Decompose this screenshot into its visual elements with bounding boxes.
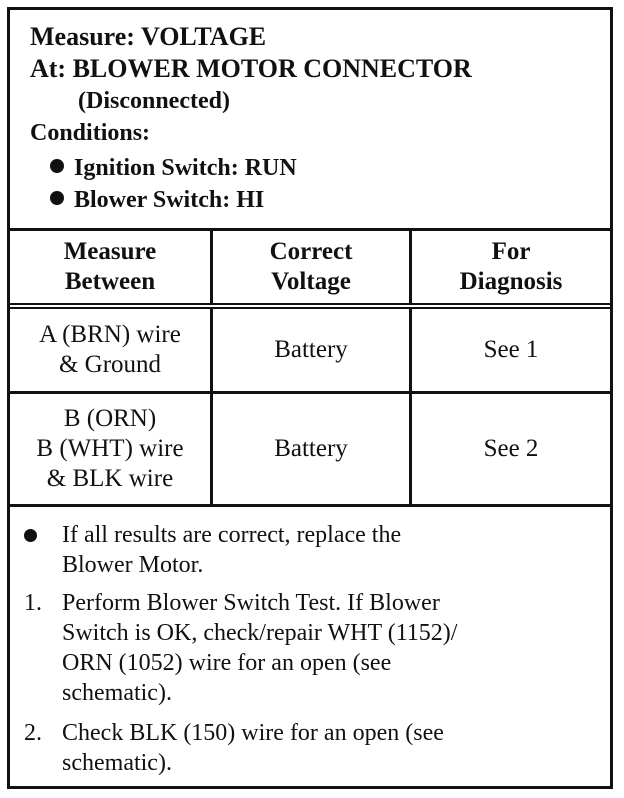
column-header-for-diagnosis [412,231,610,303]
header-line: Diagnosis [459,268,563,295]
note-2 [24,718,594,778]
table-header [10,231,610,309]
location-subtitle: (Disconnected) [78,88,230,114]
note-line: Blower Motor. [62,552,204,578]
header-line: Between [64,268,156,295]
cell-line: B (ORN) [63,405,157,432]
note-line: schematic). [62,680,172,706]
note-number: 2. [24,720,42,746]
cell-line: A (BRN) wire [39,321,181,348]
bullet-icon [50,159,64,173]
notes-section [10,508,610,786]
header-line: Voltage [271,268,351,295]
location-title: At: BLOWER MOTOR CONNECTOR [30,54,472,83]
note-line: Perform Blower Switch Test. If Blower [62,590,440,616]
condition-text: Ignition Switch: RUN [74,155,297,181]
cell-line: & BLK wire [46,465,174,492]
cell-correct-voltage: Battery [213,309,412,391]
test-header [10,10,610,231]
note-line: schematic). [62,750,172,776]
note-1 [24,588,594,708]
bullet-icon [24,529,37,542]
cell-measure-between [10,394,213,504]
note-line: Check BLK (150) wire for an open (see [62,720,444,746]
cell-for-diagnosis: See 2 [483,435,539,462]
cell-line: B (WHT) wire [36,435,184,462]
measure-title: Measure: VOLTAGE [30,22,267,51]
cell-correct-voltage: Battery [213,394,412,504]
note-bullet [24,520,594,580]
header-line: Measure [63,238,157,265]
cell-for-diagnosis: See 1 [483,336,539,363]
condition-item [50,186,264,214]
note-line: ORN (1052) wire for an open (see [62,650,392,676]
column-header-measure-between [10,231,213,303]
table-row [10,309,610,394]
conditions-label: Conditions: [30,120,151,146]
note-line: If all results are correct, replace the [62,522,402,548]
condition-item [50,154,297,182]
header-line: For [491,238,531,265]
note-line: Switch is OK, check/repair WHT (1152)/ [62,620,458,646]
cell-measure-between [10,309,213,391]
column-header-correct-voltage [213,231,412,303]
bullet-icon [50,191,64,205]
cell-line: & Ground [58,351,162,378]
note-number: 1. [24,590,42,616]
condition-text: Blower Switch: HI [74,187,265,213]
table-row [10,394,610,507]
header-line: Correct [269,238,353,265]
diagnostic-test-card [7,7,613,789]
